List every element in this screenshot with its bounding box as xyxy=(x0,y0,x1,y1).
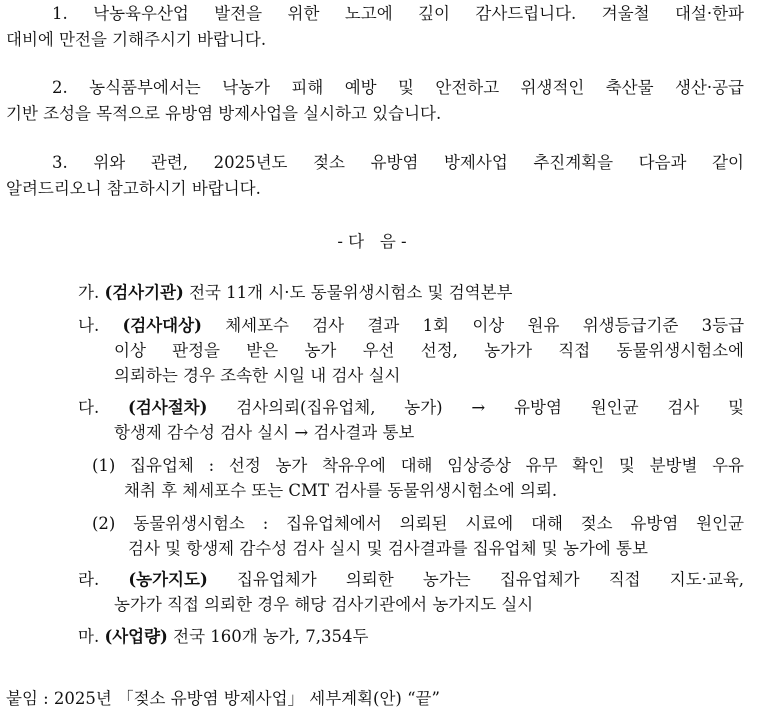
item-ga-text: 전국 11개 시·도 동물위생시험소 및 검역본부 xyxy=(189,283,513,302)
item-da-prefix: 다. xyxy=(78,398,100,417)
sub-item-2-text1: 동물위생시험소 : 집유업체에서 의뢰된 시료에 대해 젖소 유방염 원인균 xyxy=(133,514,744,533)
item-da xyxy=(78,398,744,418)
attachment-note: 붙임 : 2025년 「젖소 유방염 방제사업」 세부계획(안) “끝” xyxy=(6,689,440,708)
item-ra-prefix: 라. xyxy=(78,570,100,589)
para3-line2: 알려드리오니 참고하시기 바랍니다. xyxy=(6,179,261,198)
item-da-title: (검사절차) xyxy=(128,398,208,417)
item-na-text2: 이상 판정을 받은 농가 우선 선정, 농가가 직접 동물위생시험소에 xyxy=(114,341,744,360)
section-heading: - 다 음 - xyxy=(337,232,407,251)
item-da-text1: 검사의뢰(집유업체, 농가) → 유방염 원인균 검사 및 xyxy=(236,398,745,417)
item-na-title: (검사대상) xyxy=(122,316,202,335)
para1-line2: 대비에 만전을 기해주시기 바랍니다. xyxy=(6,30,267,49)
sub-item-1 xyxy=(92,456,744,476)
sub-item-2-text2: 검사 및 항생제 감수성 검사 실시 및 검사결과를 집유업체 및 농가에 통보 xyxy=(128,539,648,558)
sub-item-1-text1: 집유업체 : 선정 농가 착유우에 대해 임상증상 유무 확인 및 분방별 우유 xyxy=(130,456,744,475)
item-da-text2: 항생제 감수성 검사 실시 → 검사결과 통보 xyxy=(114,423,415,442)
item-na-prefix: 나. xyxy=(78,316,100,335)
item-ma-title: (사업량) xyxy=(104,627,168,646)
item-ma-prefix: 마. xyxy=(78,627,100,646)
item-ra xyxy=(78,570,744,590)
sub-item-2 xyxy=(92,514,744,534)
para2-line2: 기반 조성을 목적으로 유방염 방제사업을 실시하고 있습니다. xyxy=(6,104,442,123)
item-ga xyxy=(78,283,513,303)
item-na xyxy=(78,316,744,336)
para1-line1: 1. 낙농육우산업 발전을 위한 노고에 깊이 감사드립니다. 겨울철 대설·한파 xyxy=(52,4,744,23)
item-ra-text2: 농가가 직접 의뢰한 경우 해당 검사기관에서 농가지도 실시 xyxy=(114,595,534,614)
item-na-text1: 체세포수 검사 결과 1회 이상 원유 위생등급기준 3등급 xyxy=(225,316,745,335)
item-ra-title: (농가지도) xyxy=(128,570,208,589)
item-ga-title: (검사기관) xyxy=(104,283,184,302)
item-ga-prefix: 가. xyxy=(78,283,100,302)
item-na-text3: 의뢰하는 경우 조속한 시일 내 검사 실시 xyxy=(114,366,401,385)
item-ma xyxy=(78,627,368,647)
sub-item-2-prefix: (2) xyxy=(92,514,116,533)
para2-line1: 2. 농식품부에서는 낙농가 피해 예방 및 안전하고 위생적인 축산물 생산·공급 xyxy=(52,78,744,97)
para3-line1: 3. 위와 관련, 2025년도 젖소 유방염 방제사업 추진계획을 다음과 같이 xyxy=(52,153,744,172)
sub-item-1-text2: 채취 후 체세포수 또는 CMT 검사를 동물위생시험소에 의뢰. xyxy=(124,481,558,500)
item-ra-text1: 집유업체가 의뢰한 농가는 집유업체가 직접 지도·교육, xyxy=(236,570,744,589)
item-ma-text: 전국 160개 농가, 7,354두 xyxy=(173,627,369,646)
sub-item-1-prefix: (1) xyxy=(92,456,116,475)
